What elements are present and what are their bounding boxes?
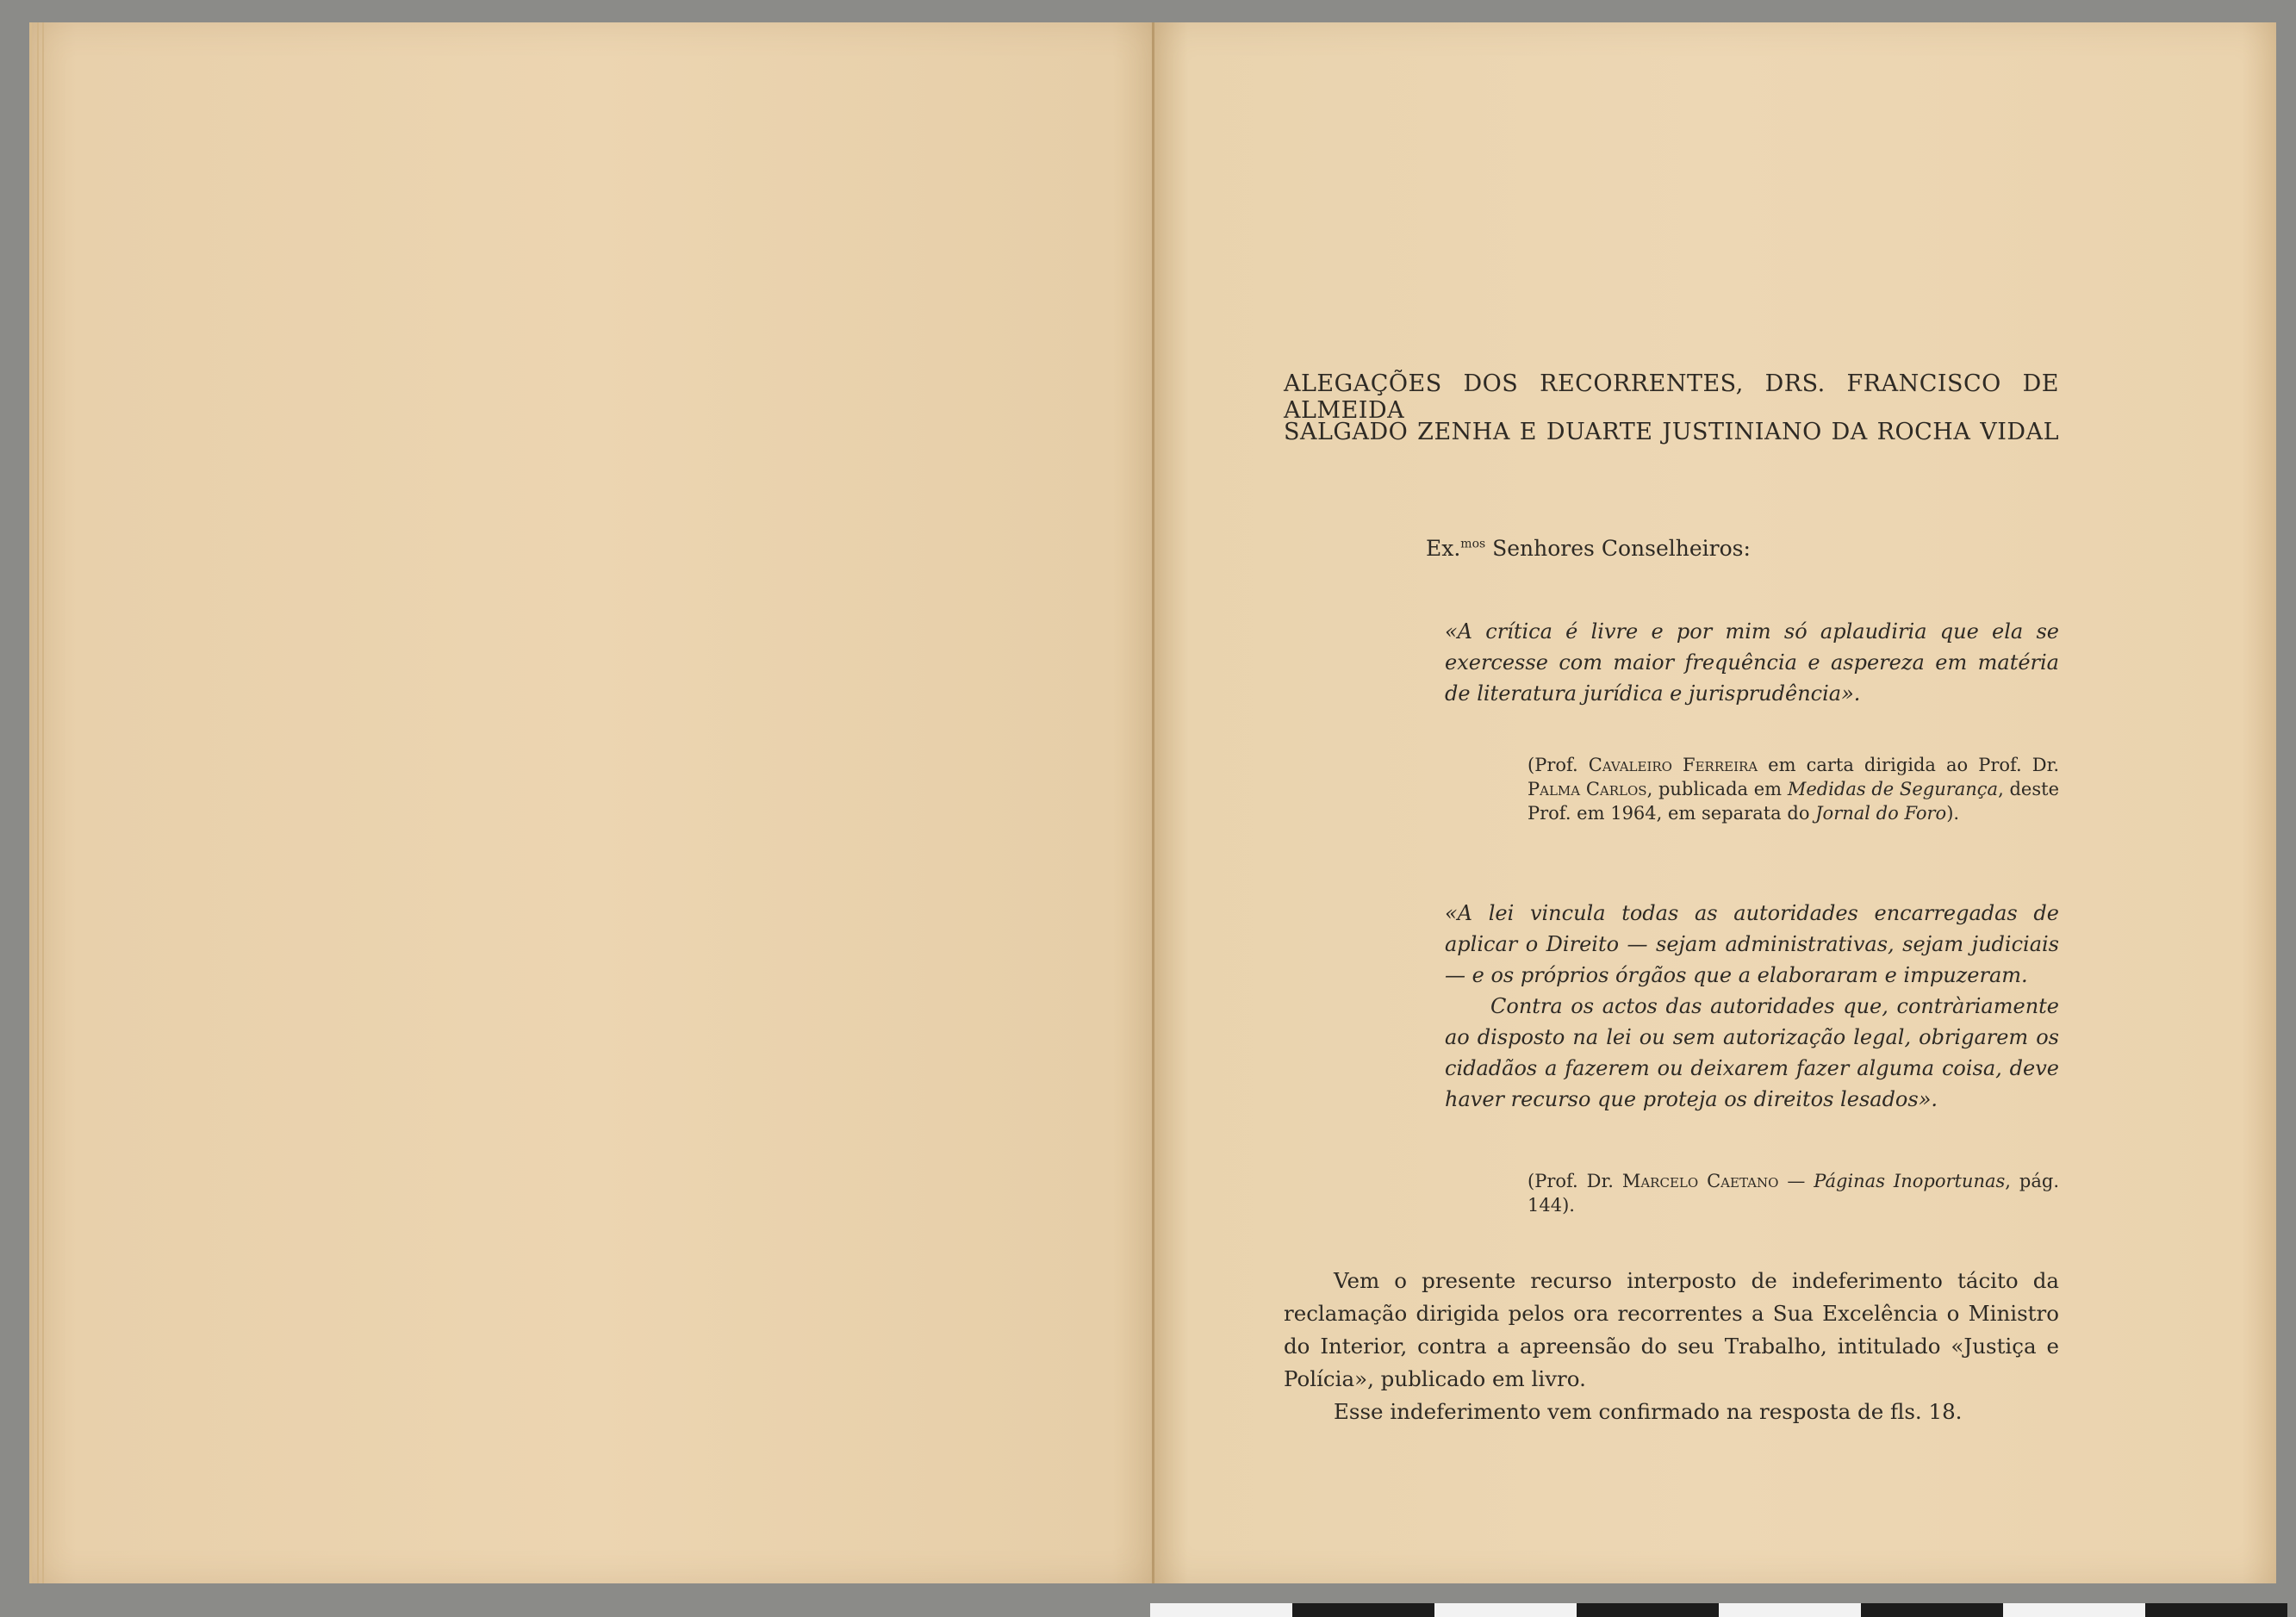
citation-2-text: , pág. 144). <box>1528 1171 2059 1216</box>
ruler-segment <box>1292 1603 1434 1617</box>
citation-1-journal: Jornal do Foro <box>1815 803 1947 824</box>
page-edge <box>42 22 44 1583</box>
salutation <box>1426 536 1751 561</box>
quote-1-text: «A crítica é livre e por mim só aplaudiria que ela se exercesse com maior frequência e aspereza em matéria de literatura jurídica e jurisprudência». <box>1445 619 2059 706</box>
epigraph-quote-1 <box>1445 616 2059 709</box>
ruler-segment <box>1719 1603 1861 1617</box>
body-paragraph-1: Vem o presente recurso interposto de indeferimento tácito da reclamação dirigida pelos ora recorrentes a Sua Excelência o Ministro do Interior, contra a apreensão do seu Trabalho, intitulado «Justiça e Polícia», publicado em livro. <box>1284 1268 2059 1391</box>
epigraph-quote-2 <box>1445 898 2059 1115</box>
citation-2 <box>1528 1169 2059 1217</box>
salutation-prefix: Ex. <box>1426 536 1461 561</box>
quote-2-para-1: «A lei vincula todas as autoridades encarregadas de aplicar o Direito — sejam administrativas, sejam judiciais — e os próprios órgãos que a elaboraram e impuzeram. <box>1445 901 2059 987</box>
ruler-segment <box>2145 1603 2287 1617</box>
page-edge <box>37 22 39 1583</box>
quote-2-para-2: Contra os actos das autoridades que, contràriamente ao disposto na lei ou sem autorização legal, obrigarem os cidadãos a fazerem ou deixarem fazer alguma coisa, deve haver recurso que proteja os direitos lesados». <box>1445 994 2059 1111</box>
salutation-text: Senhores Conselheiros: <box>1485 536 1751 561</box>
citation-2-text: — <box>1778 1171 1814 1191</box>
citation-2-author: Marcelo Caetano <box>1621 1171 1779 1191</box>
citation-1-text: ). <box>1946 803 1960 824</box>
citation-1-text: em carta dirigida ao Prof. Dr. <box>1758 755 2059 775</box>
citation-1-recipient: Palma Carlos <box>1528 779 1647 799</box>
citation-1-text: (Prof. <box>1528 755 1589 775</box>
ruler-segment <box>1150 1603 1292 1617</box>
ruler-segment <box>1434 1603 1577 1617</box>
heading-line-1: ALEGAÇÕES DOS RECORRENTES, DRS. FRANCISCO DE ALMEIDA <box>1284 370 2059 424</box>
ruler-segment <box>1861 1603 2003 1617</box>
citation-1-title: Medidas de Segurança <box>1787 779 1999 799</box>
ruler-segment <box>2003 1603 2145 1617</box>
citation-2-text: (Prof. Dr. <box>1528 1171 1622 1191</box>
left-page-blank <box>29 22 1157 1583</box>
citation-1-author: Cavaleiro Ferreira <box>1588 755 1758 775</box>
citation-1 <box>1528 753 2059 825</box>
salutation-superscript: mos <box>1460 537 1486 551</box>
right-page <box>1154 22 2276 1583</box>
body-text <box>1284 1265 2059 1428</box>
citation-2-title: Páginas Inoportunas <box>1814 1171 2006 1191</box>
body-paragraph-2: Esse indeferimento vem confirmado na resposta de fls. 18. <box>1334 1399 1963 1424</box>
scale-ruler <box>1150 1603 2287 1617</box>
citation-1-text: , publicada em <box>1646 779 1788 799</box>
citation-1-text: , deste Prof. em 1964, em separata do <box>1528 779 2059 824</box>
ruler-segment <box>1577 1603 1719 1617</box>
heading-line-2: SALGADO ZENHA E DUARTE JUSTINIANO DA ROCHA VIDAL <box>1284 419 2059 445</box>
